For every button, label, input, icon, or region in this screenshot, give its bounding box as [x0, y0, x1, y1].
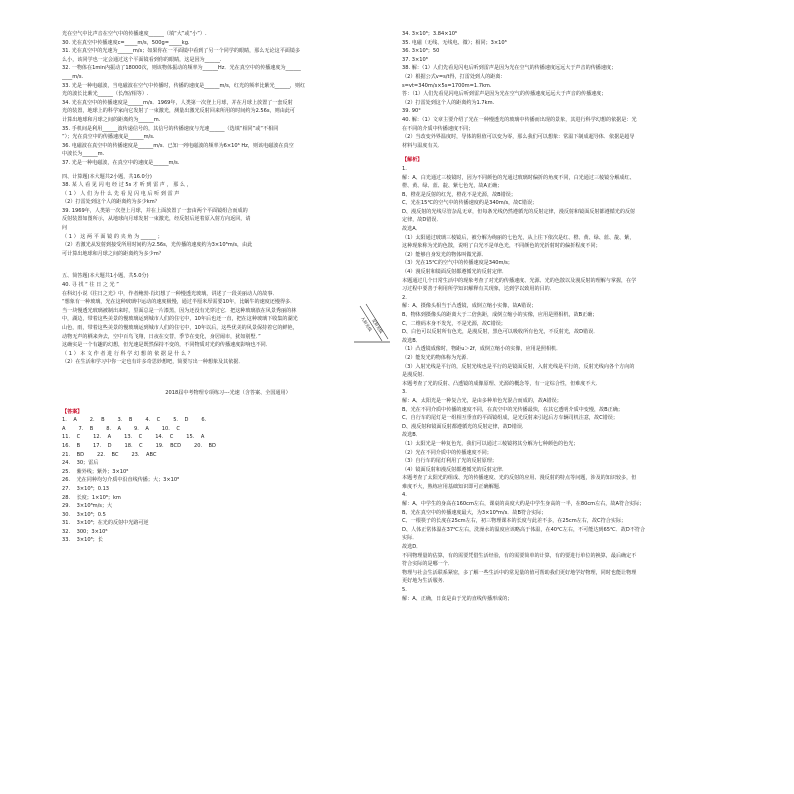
answer-line: 32. 300；3×10⁸: [62, 528, 108, 535]
question-line: 当一块慢透光玻璃被制出来时，里面总是一片漆黑，因为还没有光穿过它．把这种玻璃放在风景秀丽的林: [62, 307, 297, 314]
answer-line: 37. 3×10⁸: [402, 56, 428, 63]
answer-line: 27. 3×10⁸；0.13: [62, 485, 110, 492]
question-line: 光在空气中比声音在空气中的传播速度______（填“大”或“小”）.: [62, 31, 207, 37]
question-line: 36. 电磁波在真空中的传播速度是______m/s．已知一列电磁波的频率为6×10⁶ Hz，则该电磁波在真空: [62, 142, 294, 149]
analysis-line: （1）凸透镜成像时，物距u＞2f，成倒立缩小的实像，应用是照相机．: [402, 346, 562, 353]
analysis-line: 1.: [402, 165, 407, 172]
analysis-line: 2.: [402, 294, 407, 301]
analysis-line: 本题考查了光的反射、凸透镜的成像原理、光源的概念等，有一定综合性，但难度不大．: [402, 380, 601, 387]
reflector-figure: [352, 298, 392, 348]
answer-line: 33. 3×10⁸；长: [62, 537, 103, 544]
analysis-line: （2）光在不同介质中的传播速度不同；: [402, 449, 492, 456]
calc-questions: [62, 181, 394, 258]
analysis-line: 物理与社会生活联系紧密，多了解一些生活中的常见量的值可帮助我们更好地学好物理，同时也能让物理: [402, 569, 637, 576]
answer-line: A 7. B 8. A 9. A 10. C: [62, 425, 180, 432]
answer-line: 11. C 12. A 13. C 14. C 15. A: [62, 434, 205, 441]
brief-questions: [62, 281, 394, 367]
analysis-line: （4）镜面反射和漫反射都遵循光的反射定律．: [402, 466, 508, 473]
question-line: 32. 一物体在1min内振动了18000次，则该物体振动的频率为______Hz．光在真空中的传播速度为______: [62, 65, 301, 72]
answer-label: 【答案】: [62, 408, 83, 415]
analysis-line: 解：A、正确，日食是由于光的直线传播形成的；: [402, 595, 513, 602]
fill-in-questions: [62, 30, 394, 168]
question-line: 中波长为______m.: [62, 151, 105, 158]
analysis-line: 不同物理量的估算，有的需要凭借生活经验，有的需要简单的计算，有的要进行单位的换算，最后确定不: [402, 552, 637, 559]
answer-line: 29. 3×10⁸m/s；大: [62, 503, 113, 510]
analysis-line: 习过程中要善于利用所学知识解释有关现象，达到学以致用的目的．: [402, 286, 555, 293]
analysis-line: B、光在真空中的传播速度最大，为3×10⁸m/s．故B符合实际；: [402, 509, 547, 516]
analysis-line: 是漫反射．: [402, 372, 428, 379]
answer-line: 材料与温度有关．: [402, 142, 443, 149]
analysis-line: C、光在15℃的空气中的传播速度约是340m/s，故C错误；: [402, 200, 538, 207]
answer-line: 16. B 17. D 18. C 19. BCD 20. BD: [62, 442, 216, 449]
analysis-line: 故选B．: [402, 432, 421, 439]
question-line: 中，湖边，带着这些美景的慢玻璃运到城市人们的住宅中，10年后也还一直，把在这种玻璃下收集的湖光: [62, 316, 298, 323]
question-line: （2）在生活和学习中你一定也有许多奇思妙想吧，简要写出一种想象及其依据．: [62, 359, 244, 366]
question-line: 可计算出地球和月球之间的距离约为多少m？: [62, 250, 164, 257]
question-line: 35. 手机间是利用______波传递信号的，其信号的传播速度与光速______（选填“相同”或“不相同: [62, 125, 279, 132]
answer-line: 35. 电磁（无线、无线电、微）；相同；3×10⁸: [402, 39, 507, 46]
answer-line: 1. A 2. B 3. B 4. C 5. D 6.: [62, 417, 207, 424]
question-line: 在科幻小说《往日之光》中，作者鲍勃·肖幻想了一种慢透光玻璃，讲述了一段美丽动人的故事．: [62, 290, 278, 297]
question-line: 34. 光在真空中的传播速度是______m/s．1969年，人类第一次登上月球，并在月球上放置了一套反射: [62, 99, 293, 106]
analysis-line: 这种现象称为光的色散，说明了白光不是单色光，不同颜色的光折射时的偏折程度不同；: [402, 243, 601, 250]
answer-line: 21. BD 22. BC 23. ABC: [62, 451, 157, 458]
answer-line: 34. 3×10⁸；3.84×10⁸: [402, 31, 457, 37]
analysis-line: 实际．: [402, 535, 418, 542]
question-line: 40. 寻 找 “ 往 日 之 光 ”: [62, 282, 119, 289]
analysis-line: 4.: [402, 492, 407, 499]
answer-line: 38. 解：（1）人们先看见闪电后听到雷声是因为光在空气的传播速度远远大于声音的传播速度；: [402, 65, 617, 72]
question-line: （2）打雷处到这个人的距离约为多少km？: [62, 199, 160, 206]
analysis-line: B、光在不同介质中传播的速度不同，在真空中的光传播最快，在其它透明介质中变慢，故B正确；: [402, 406, 623, 413]
question-line: （ 1 ） 本 文 作 者 进 行 科 学 幻 想 的 依 据 是 什 么 ？: [62, 350, 193, 357]
analysis-line: 本题考查了太阳光的组成、光的传播速度、光的反射的应用、漫反射的特点等问题，涉及的知识较多，但: [402, 475, 637, 482]
analysis-line: D、漫反射的光线尽管杂乱无章，但每条光线仍然遵循光的反射定律，漫反射和镜面反射都遵循光的反射: [402, 208, 636, 215]
answer-line: 36. 3×10⁸；50: [402, 48, 440, 55]
brief-section-title: 五、简答题(本大题共1小题，共5.0分): [62, 273, 149, 280]
analysis-line: B、橙花是反射的红光，橙花不是光源，故B错误；: [402, 191, 516, 198]
question-line: 问: [62, 225, 68, 232]
analysis-line: 故选B．: [402, 337, 421, 344]
question-line: （2）若激光从发射到接受所用时间约为2.56s，光传播的速度约为3×10⁸m/s，由此: [62, 242, 253, 249]
answer-line: 25. 紫外线；紫外；3×10⁸: [62, 468, 129, 475]
analysis-line: 解：A、摄像头相当于凸透镜，成倒立缩小实像，故A错误；: [402, 303, 537, 310]
answer-line: 答：（1）人们先看见闪电后听到雷声是因为光在空气的传播速度远远大于声音的传播速度；: [402, 91, 607, 98]
analysis-label: 【解析】: [402, 157, 423, 164]
question-line: 这确实是一个有趣的幻想，但光速是既然保持不变的，不同物质对光的传播速度影响也不同．: [62, 342, 271, 349]
reflected-ray-label: 反射光线: [371, 317, 384, 335]
analysis-line: （4）漫反射和镜面反射都遵循光的反射定律．: [402, 269, 508, 276]
question-line: “想象有一种玻璃，光在这种玻璃中运动的速度极慢，通过半厘米厚需要10年，比蜗牛的速度还慢得多．: [62, 299, 296, 306]
analysis-line: （1）太阳通过玻璃三棱镜后，被分解为绚丽的七色光，从上往下依次是红、橙、黄、绿、蓝、靛、紫，: [402, 234, 635, 241]
analysis-line: （1）太阳光是一种复色光，我们可以通过三棱镜将其分解为七种颜色的色光；: [402, 440, 579, 447]
question-line: 动物无声的栖来奔去，空中百鸟飞翔，日夜在交替，季节在变化，身居闹市，犹如别墅．”: [62, 333, 261, 340]
question-line: ____m/s.: [62, 73, 84, 80]
analysis-line: 3.: [402, 389, 407, 396]
question-line: 39. 1969年，人类第一次登上月球，并在上面放置了一套由两个平面镜组合而成的: [62, 207, 248, 214]
answer-line: 40. 解：（1）文章主要介绍了光在一种慢透光的玻璃中传播而出现的景象，其进行科学幻想的依据是：光: [402, 116, 637, 123]
left-column: [62, 30, 394, 545]
question-line: 计算出地球和月球之间的距离约为______m.: [62, 116, 161, 123]
answer-line: （2）根据公式v=s/t得，打雷处到人的距离：: [402, 73, 506, 80]
incident-ray-label: 入射光线: [360, 315, 373, 333]
answer-list: [62, 416, 394, 545]
question-line: 38. 某 人 看 见 闪 电 经 过 5s 才 听 到 雷 声 ， 那 么 ，: [62, 182, 192, 189]
answer-line: 26. 光在同种均匀介质中沿直线传播；大；3×10⁸: [62, 477, 180, 484]
analysis-line: 本题通过几个日常生活中的现象考查了对光的传播速度、光源、光的色散以及漫反射的理解与掌握，在学: [402, 277, 637, 284]
analysis-line: 难度不大，熟练应用基础知识即可正确解题．: [402, 483, 504, 490]
analysis-line: 橙、黄、绿、蓝、靛、紫七色光，故A正确；: [402, 183, 503, 190]
analysis-line: C、二维码本身不发光，不是光源，故C错误；: [402, 320, 506, 327]
analysis-line: D、白色可以反射所有色光，是漫反射，黑色可以吸收所有色光，不反射光，故D错误．: [402, 329, 599, 336]
analysis-line: 解：A、白光通过三棱镜时，因为不同颜色的光通过玻璃时偏折的角度不同，白光通过三棱镜分解成红、: [402, 174, 635, 181]
question-line: 33. 光是一种电磁波，当电磁波在空气中传播时，传播的速度是______m/s，红光的频率比紫光______，则红: [62, 82, 306, 89]
question-line: 31. 光在真空中的光速为______m/s；如果你在一平面镜中看到了另一个同学的眼睛，那么无论这平面镜多: [62, 48, 301, 55]
reflector-diagram: [352, 298, 392, 348]
question-line: 光的波长比紫光______（长/短/相等）.: [62, 91, 149, 98]
answer-line: 30. 3×10⁸；0.5: [62, 511, 106, 518]
analysis-line: 故选D．: [402, 544, 422, 551]
analysis-list: [402, 165, 742, 603]
answer-line: 28. 长度；1×10⁸；km: [62, 494, 121, 501]
analysis-line: （2）能够自身发光的物体叫做光源．: [402, 251, 487, 258]
answer-line: s=vt=340m/s×5s=1700m=1.7km.: [402, 82, 492, 89]
question-line: 光的装置，地球上的科学家向它发射了一束激光，测量出激光反射回来所用的时间约为2.56s，则由此可: [62, 108, 296, 115]
analysis-line: （3）入射光线是平行的，反射光线也是平行的是镜面反射，入射光线是平行的，反射光线向各个方向的: [402, 363, 635, 370]
analysis-line: 故选A．: [402, 226, 421, 233]
analysis-line: （3）自行车的尾灯利用了光的反射原理；: [402, 458, 497, 465]
analysis-line: （2）能发光的物体称为光源．: [402, 354, 472, 361]
calc-section-title: 四、计算题(本大题共2小题，共16.0分): [62, 173, 152, 180]
question-line: 37. 光是一种电磁波，在真空中的速度是______m/s.: [62, 159, 180, 166]
analysis-line: C、自行车的尾灯是一组相互垂直的平面镜组成，是光反射来引起后方车辆司机注意，故C错误；: [402, 415, 618, 422]
question-line: 么小，该同学也一定会通过这个平面镜看到你的眼睛，这是因为______.: [62, 56, 222, 63]
question-line: 反射装置如图所示，从地球向月球发射一束激光，经反射后逆着原入射方向返回，请: [62, 216, 251, 223]
analysis-line: （3）光在15℃的空气中的传播速度是340m/s；: [402, 260, 513, 267]
right-column: [402, 30, 742, 603]
analysis-line: D、人体正常体温在37℃左右，洗澡水的温度应该略高于体温，在40℃左右，不可能达到65℃．故D不符合: [402, 526, 646, 533]
answer-line: （2）打雷处到这个人的距离约为1.7km.: [402, 99, 495, 106]
analysis-line: D、漫反射和镜面反射都遵循光的反射定律，故D错误．: [402, 423, 528, 430]
answer-line: 39. 90°: [402, 108, 421, 115]
question-line: 山色，雨，带着这些美景的慢玻璃运到城市人们的住宅中，10年以后，这些优美的风景保持着它的鲜艳，: [62, 325, 298, 331]
question-line: （ 1 ） 人 们 为 什 么 先 看 见 闪 电 后 听 到 雷 声: [62, 190, 180, 197]
answer-line: 在不同的介质中传播速度不同；: [402, 125, 474, 132]
answer-line: 24. 30；雷后: [62, 460, 99, 467]
answers-continued: [402, 30, 742, 150]
analysis-line: C、一根筷子的长度在25cm左右，初三物理课本的长度与此差不多，在25cm左右，故C符合实际；: [402, 518, 627, 525]
answer-line: （2）当改变外界温度时，导体的阻值可以变为零，那么我们可以想象：常温下制成超导体．依据是超导: [402, 134, 635, 141]
analysis-line: 更好地为生活服务．: [402, 578, 448, 585]
question-line: ”）；光在真空中的传播速度是______m/s.: [62, 134, 155, 141]
analysis-line: 解：A、太阳光是一种复合光，是由多种单色光混合而成的，故A错误；: [402, 397, 562, 404]
question-line: 30. 光在真空中传播速度c=_____m/s，500g=_____kg.: [62, 39, 190, 46]
question-line: （ 1 ） 这 两 平 面 镜 的 夹 角 为 ______ ；: [62, 233, 163, 240]
analysis-line: 定律，故D错误．: [402, 217, 442, 224]
analysis-line: 5.: [402, 587, 407, 593]
analysis-line: 符合实际的是哪一个．: [402, 561, 453, 568]
answer-line: 31. 3×10⁸；在光的反射中光路可逆: [62, 520, 149, 527]
analysis-line: B、物体到摄像头的距离大于二倍焦距，成倒立缩小的实像，应用是照相机，故B正确；: [402, 312, 598, 318]
analysis-line: 解：A、中学生的身高在160cm左右，课桌的高度大约是中学生身高的一半，在80cm左右，故A符合实际；: [402, 501, 645, 508]
doc-title: 2018届中考物理专项练习---光速（含答案、全国通用）: [165, 389, 291, 396]
